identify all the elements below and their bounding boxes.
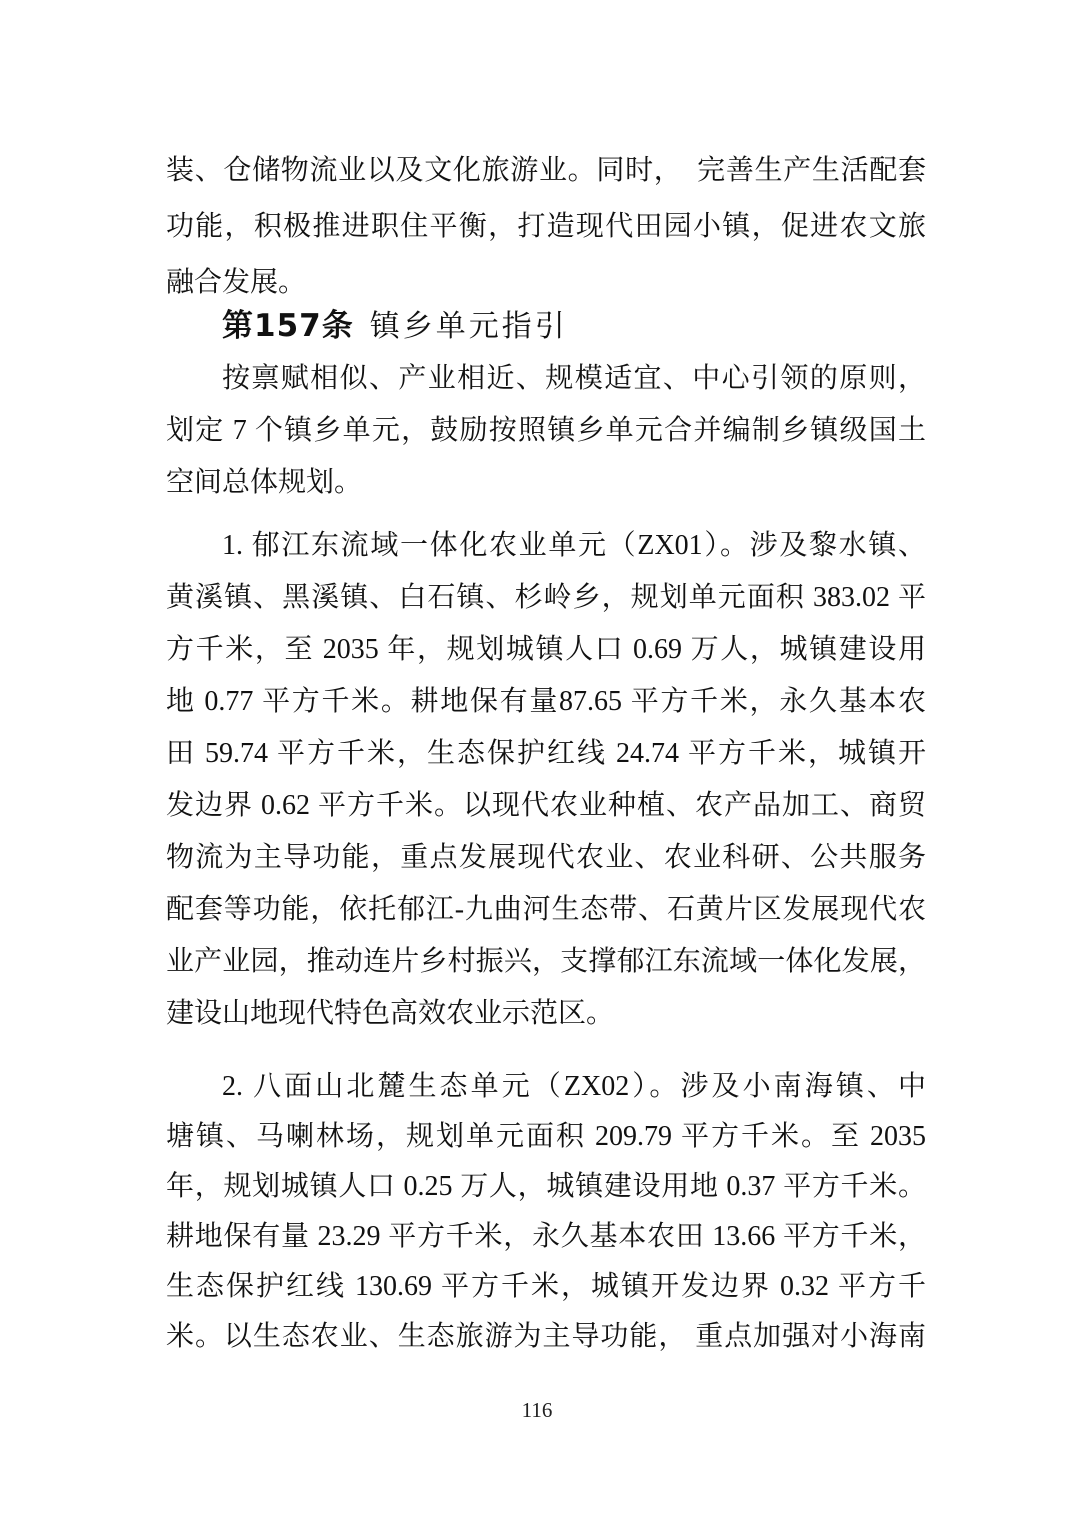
- body-line: 2. 八面山北麓生态单元（ZX02）。涉及小南海镇、中: [222, 1071, 926, 1102]
- body-line: 空间总体规划。: [166, 467, 363, 498]
- body-line: 方千米，至 2035 年，规划城镇人口 0.69 万人，城镇建设用: [166, 634, 926, 665]
- body-line: 年，规划城镇人口 0.25 万人，城镇建设用地 0.37 平方千米。: [166, 1171, 926, 1202]
- paragraph-overview: [166, 353, 926, 509]
- body-line: 装、仓储物流业以及文化旅游业。同时， 完善生产生活配套: [166, 155, 926, 186]
- body-line: 米。以生态农业、生态旅游为主导功能， 重点加强对小海南: [166, 1321, 926, 1352]
- paragraph-unit-zx01: [166, 520, 926, 1040]
- page-number: 116: [521, 1398, 553, 1422]
- body-line: 配套等功能，依托郁江-九曲河生态带、石黄片区发展现代农: [166, 894, 926, 925]
- body-line: 建设山地现代特色高效农业示范区。: [166, 998, 615, 1029]
- paragraph-unit-zx02: [166, 1062, 926, 1362]
- body-line: 业产业园，推动连片乡村振兴，支撑郁江东流域一体化发展，: [166, 946, 926, 977]
- body-line: 1. 郁江东流域一体化农业单元（ZX01）。涉及黎水镇、: [222, 530, 926, 561]
- body-line: 发边界 0.62 平方千米。以现代农业种植、农产品加工、商贸: [166, 790, 926, 821]
- article-title: 镇乡单元指引: [369, 310, 568, 343]
- body-line: 田 59.74 平方千米，生态保护红线 24.74 平方千米，城镇开: [166, 738, 926, 769]
- body-line: 物流为主导功能，重点发展现代农业、农业科研、公共服务: [166, 842, 926, 873]
- body-line: 功能，积极推进职住平衡，打造现代田园小镇，促进农文旅: [166, 211, 926, 242]
- body-line: 生态保护红线 130.69 平方千米，城镇开发边界 0.32 平方千: [166, 1271, 926, 1302]
- article-number: 第157条: [222, 308, 354, 344]
- body-line: 耕地保有量 23.29 平方千米，永久基本农田 13.66 平方千米，: [166, 1221, 926, 1252]
- paragraph-continuation: [166, 143, 926, 311]
- body-line: 划定 7 个镇乡单元，鼓励按照镇乡单元合并编制乡镇级国土: [166, 415, 926, 446]
- body-line: 塘镇、马喇林场，规划单元面积 209.79 平方千米。至 2035: [166, 1121, 926, 1152]
- body-line: 地 0.77 平方千米。耕地保有量87.65 平方千米，永久基本农: [166, 686, 926, 717]
- body-line: 黄溪镇、黑溪镇、白石镇、杉岭乡，规划单元面积 383.02 平: [166, 582, 926, 613]
- body-line: 融合发展。: [166, 267, 307, 298]
- body-line: 按禀赋相似、产业相近、规模适宜、中心引领的原则，: [222, 363, 926, 394]
- article-heading: [166, 301, 926, 357]
